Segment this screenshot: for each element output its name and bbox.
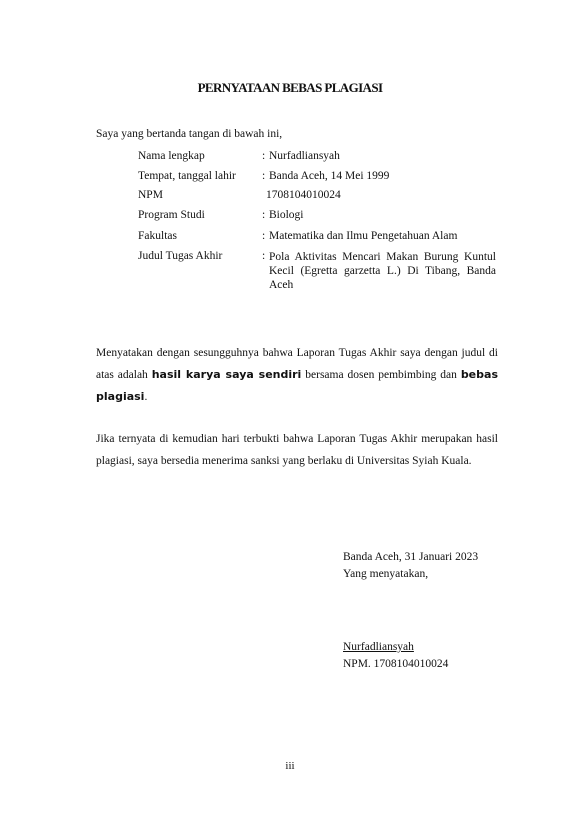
field-label: Tempat, tanggal lahir bbox=[138, 170, 236, 182]
intro-text: Saya yang bertanda tangan di bawah ini, bbox=[96, 128, 283, 140]
field-colon: : bbox=[262, 230, 266, 242]
field-label: NPM bbox=[138, 189, 163, 201]
page-number: iii bbox=[285, 760, 295, 772]
field-colon: : bbox=[262, 209, 266, 221]
field-value: Matematika dan Ilmu Pengetahuan Alam bbox=[269, 230, 458, 242]
statement-paragraph bbox=[96, 342, 498, 408]
statement-text: Menyatakan dengan sesungguhnya bahwa Laporan Tugas Akhir saya dengan judul di atas adalah bbox=[96, 347, 498, 381]
field-label: Judul Tugas Akhir bbox=[138, 250, 223, 262]
statement-text: bersama dosen pembimbing dan bbox=[301, 369, 461, 381]
consequence-paragraph: Jika ternyata di kemudian hari terbukti bahwa Laporan Tugas Akhir merupakan hasil plagiasi, saya bersedia menerima sanksi yang berlaku di Universitas Syiah Kuala. bbox=[96, 433, 498, 467]
signature-place-date: Banda Aceh, 31 Januari 2023 bbox=[343, 551, 479, 563]
field-value: Pola Aktivitas Mencari Makan Burung Kuntul Kecil (Egretta garzetta L.) Di Tibang, Banda Aceh bbox=[269, 251, 496, 291]
field-colon: : bbox=[262, 170, 266, 182]
field-colon: : bbox=[262, 250, 266, 262]
document-title: PERNYATAAN BEBAS PLAGIASI bbox=[197, 80, 383, 95]
statement-text: . bbox=[144, 391, 148, 403]
signer-name: Nurfadliansyah bbox=[343, 641, 414, 653]
field-label: Nama lengkap bbox=[138, 150, 205, 162]
field-value: Biologi bbox=[269, 209, 304, 221]
field-label: Fakultas bbox=[138, 230, 177, 242]
field-label: Program Studi bbox=[138, 209, 205, 221]
field-value: Banda Aceh, 14 Mei 1999 bbox=[269, 170, 390, 182]
signer-npm: NPM. 1708104010024 bbox=[343, 658, 449, 670]
signature-declarer: Yang menyatakan, bbox=[343, 568, 429, 580]
statement-bold-text: bebas plagiasi bbox=[96, 368, 498, 403]
field-value: 1708104010024 bbox=[266, 189, 341, 201]
statement-bold-text: hasil karya saya sendiri bbox=[151, 368, 302, 381]
field-colon: : bbox=[262, 150, 266, 162]
field-value: Nurfadliansyah bbox=[269, 150, 340, 162]
